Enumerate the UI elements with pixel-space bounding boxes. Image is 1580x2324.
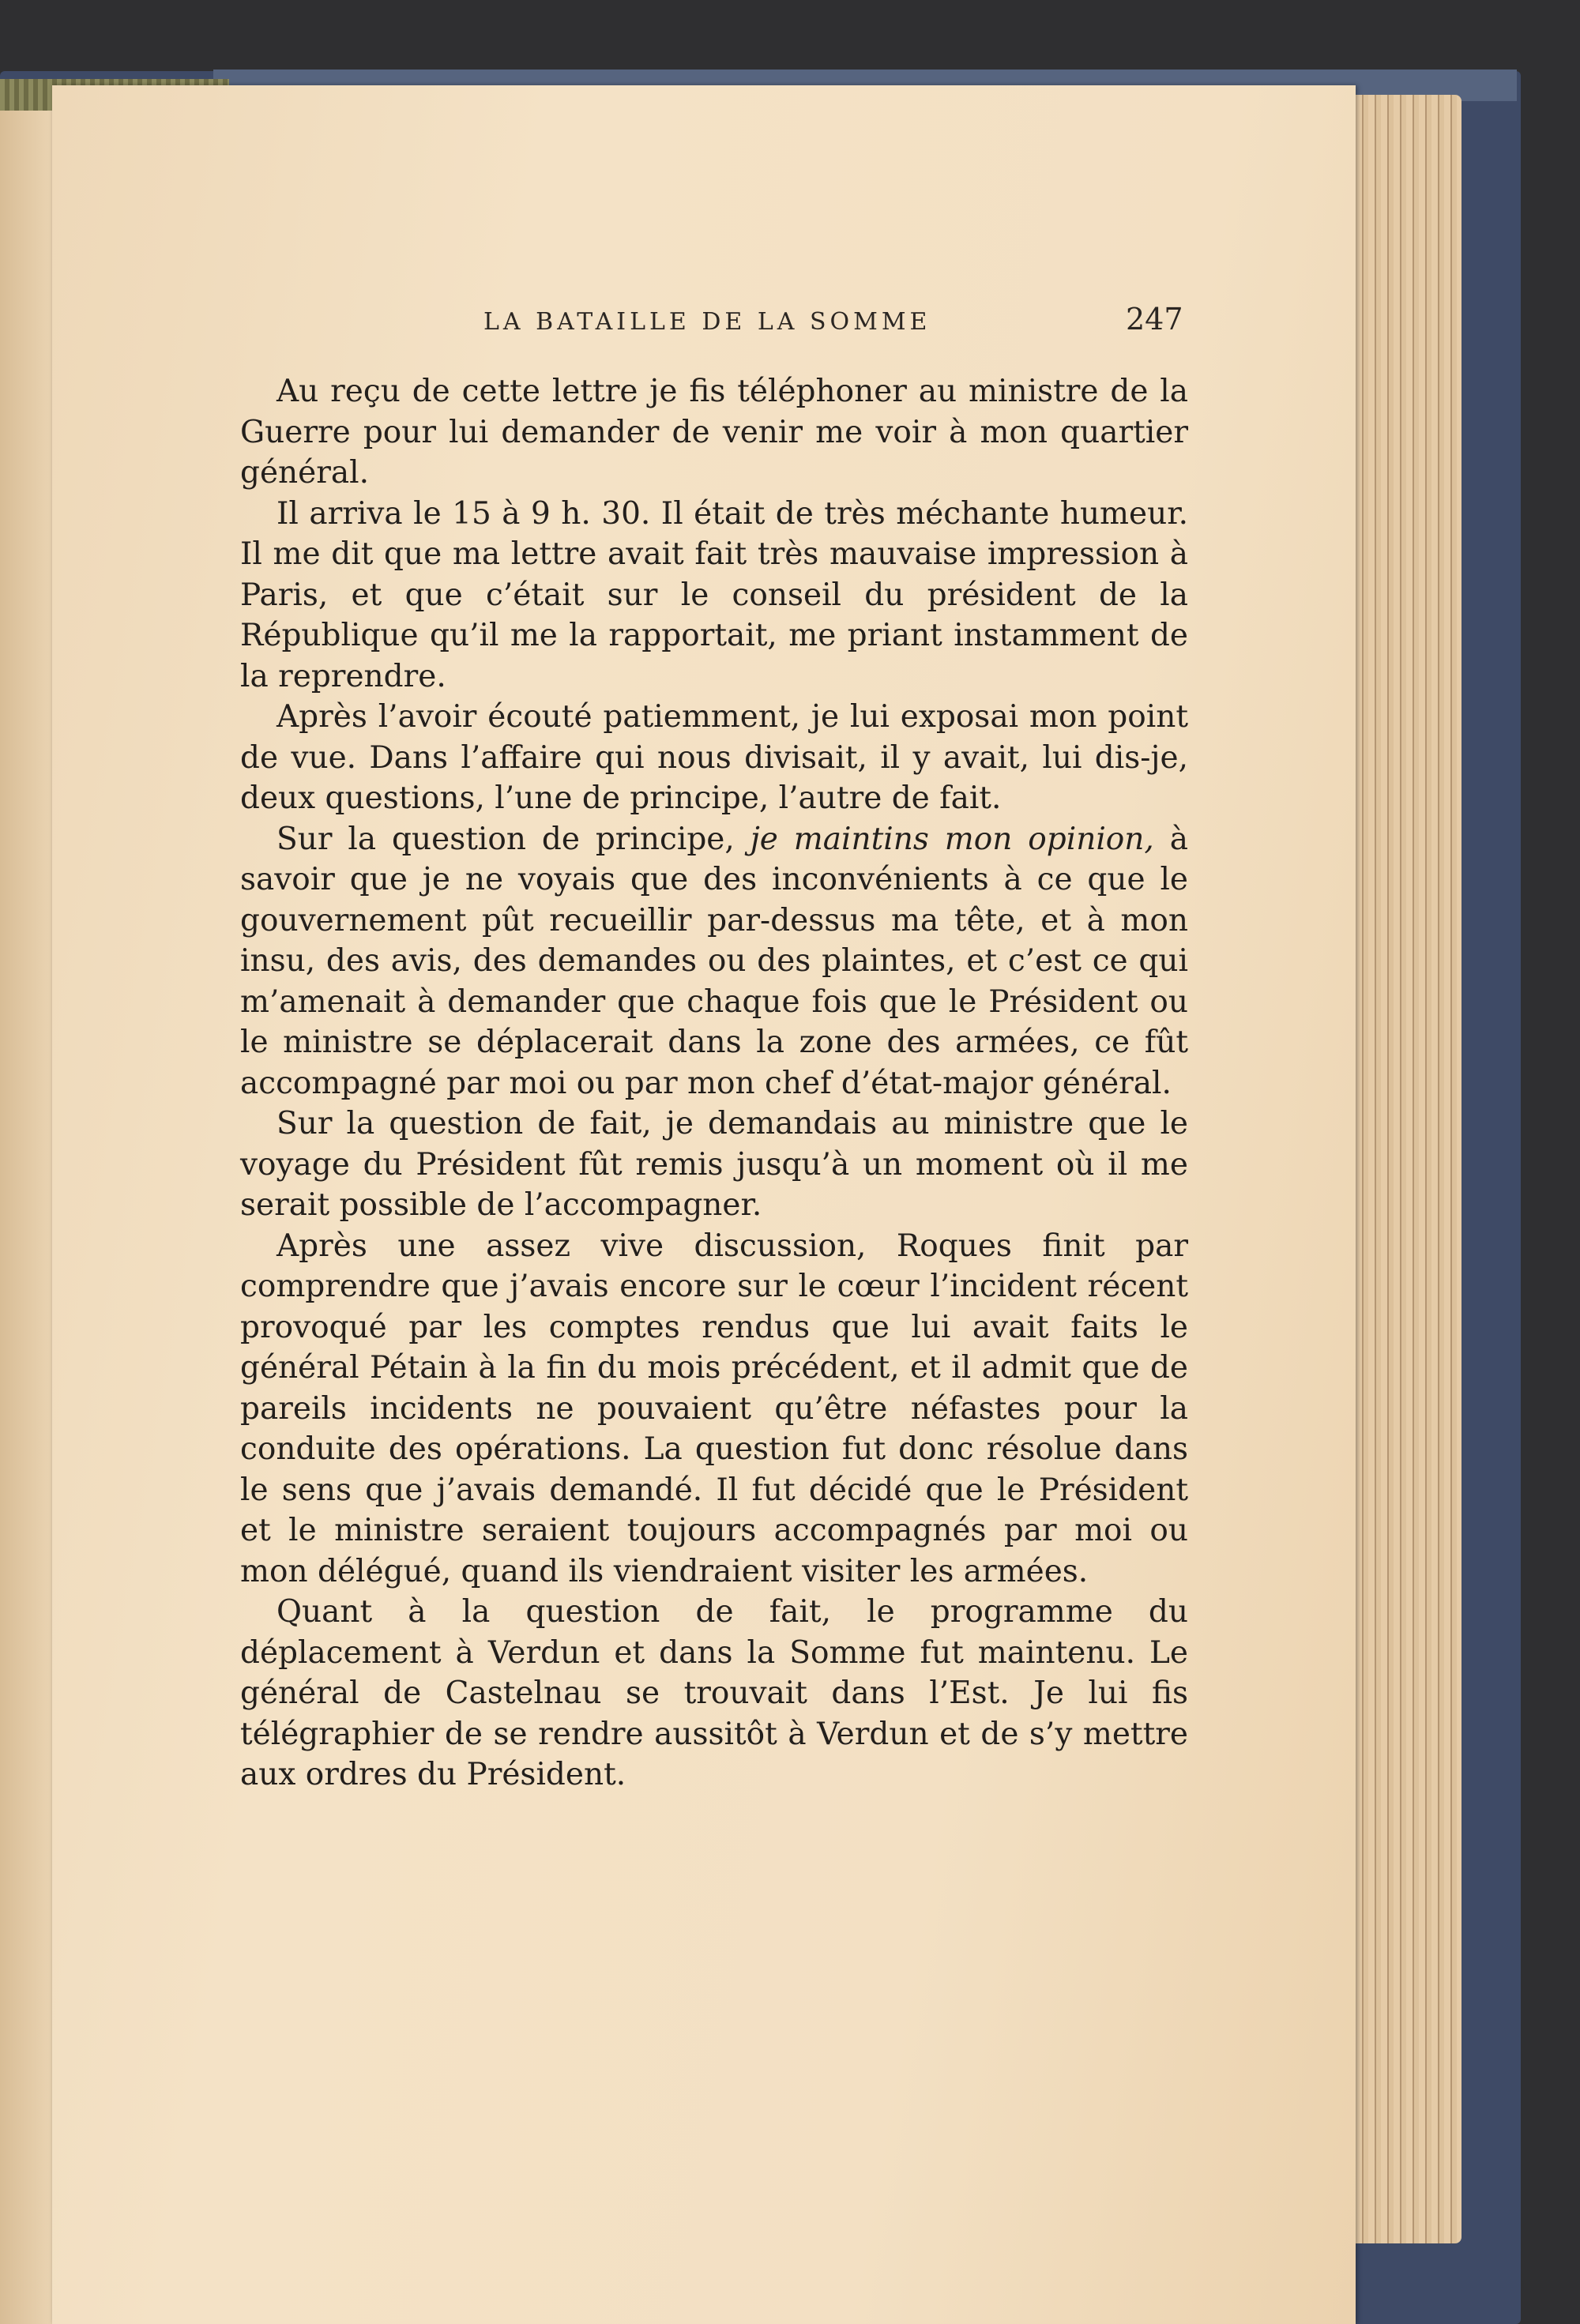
- page-number: 247: [1126, 302, 1183, 337]
- paragraph-7: Quant à la question de fait, le programme du déplacement à Verdun et dans la Somme fut maintenu. Le général de Castelnau se trouvait dans l’Est. Je lui fis télégraphier de se rendre aussitôt à Verdun et de s’y mettre aux ordres du Président.: [240, 1594, 1188, 1792]
- body-text: [240, 371, 1188, 1796]
- left-page-edge: [0, 111, 57, 2324]
- paragraph-4-start: Sur la question de principe,: [276, 821, 750, 857]
- paragraph-4-italic: je maintins mon opinion,: [750, 821, 1154, 857]
- page-stack-edge: [1343, 95, 1462, 2243]
- paragraph-1: Au reçu de cette lettre je fis téléphoner au ministre de la Guerre pour lui demander de venir me voir à mon quartier général.: [240, 374, 1188, 491]
- paragraph-4-end: à savoir que je ne voyais que des inconvénients à ce que le gouvernement pût recueillir par-dessus ma tête, et à mon insu, des avis, des demandes ou des plaintes, et c’est ce qui m’amenait à demander que chaque fois que le Président ou le ministre se déplacerait dans la zone des armées, ce fût accompagné par moi ou par mon chef d’état-major général.: [240, 821, 1188, 1101]
- paragraph-4: [240, 819, 1188, 1104]
- paragraph-3: Après l’avoir écouté patiemment, je lui exposai mon point de vue. Dans l’affaire qui nous divisait, il y avait, lui dis-je, deux questions, l’une de principe, l’autre de fait.: [240, 699, 1188, 816]
- paragraph-6: Après une assez vive discussion, Roques finit par comprendre que j’avais encore sur le cœur l’incident récent provoqué par les comptes rendus que lui avait faits le général Pétain à la fin du mois précédent, et il admit que de pareils incidents ne pouvaient qu’être néfastes pour la conduite des opérations. La question fut donc résolue dans le sens que j’avais demandé. Il fut décidé que le Président et le ministre seraient toujours accompagnés par moi ou mon délégué, quand ils viendraient visiter les armées.: [240, 1228, 1188, 1589]
- running-head: [240, 302, 1188, 349]
- paragraph-5: Sur la question de fait, je demandais au ministre que le voyage du Président fût remis jusqu’à un moment où il me serait possible de l’accompagner.: [240, 1106, 1188, 1223]
- running-title: LA BATAILLE DE LA SOMME: [483, 308, 931, 336]
- paragraph-2: Il arriva le 15 à 9 h. 30. Il était de très méchante humeur. Il me dit que ma lettre avait fait très mauvaise impression à Paris, et que c’était sur le conseil du président de la République qu’il me la rapportait, me priant instamment de la reprendre.: [240, 495, 1188, 694]
